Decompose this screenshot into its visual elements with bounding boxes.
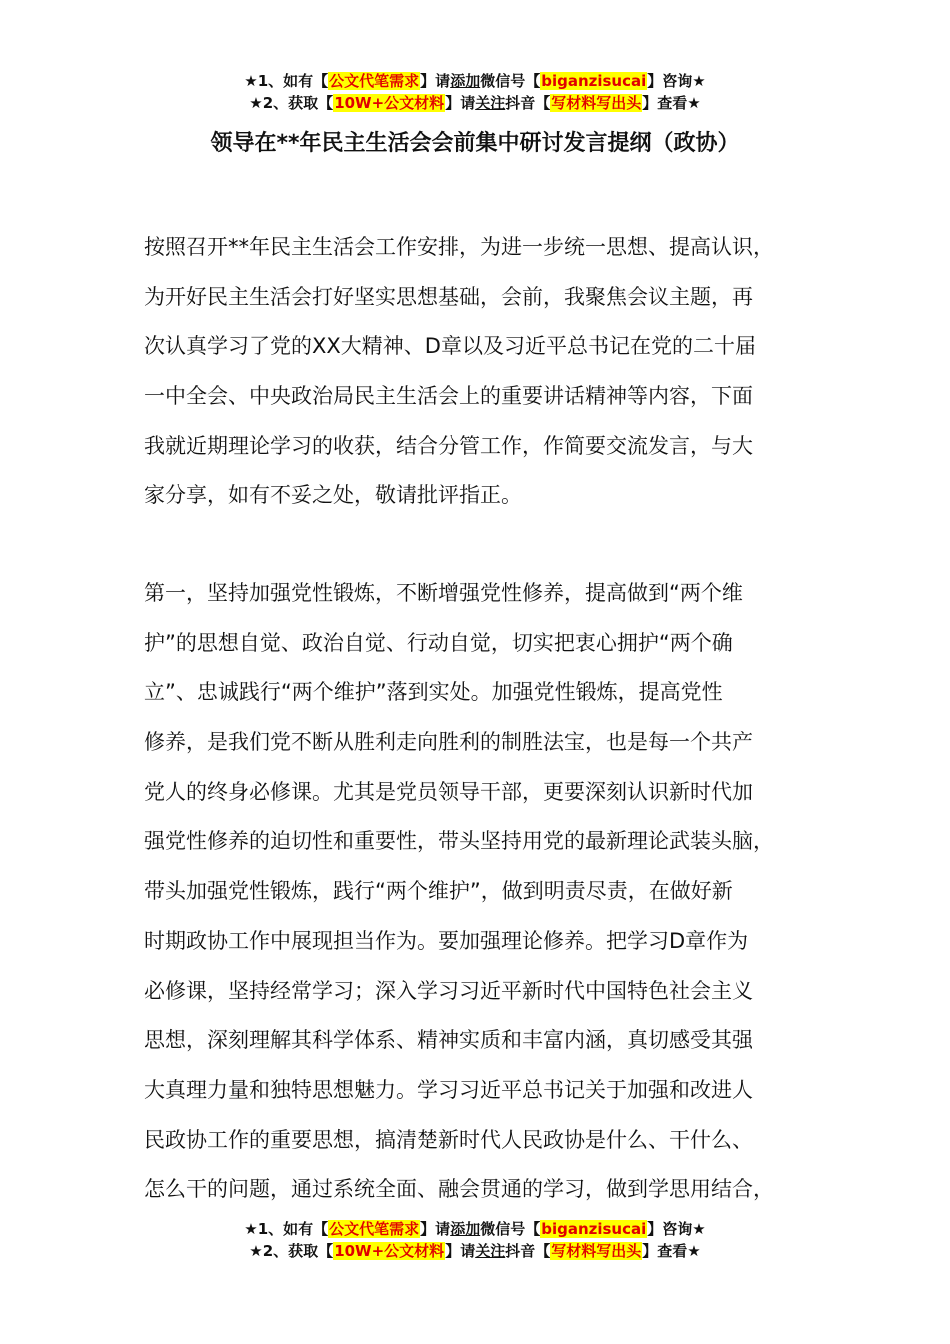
banner-text: 微信号【 [480, 1220, 541, 1238]
paragraph-line: 民政协工作的重要思想，搞清楚新时代人民政协是什么、干什么、 [144, 1127, 753, 1152]
paragraph-line: 第一，坚持加强党性锻炼，不断增强党性修养，提高做到“两个维 [144, 581, 743, 605]
paragraph-line: 护”的思想自觉、政治自觉、行动自觉，切实把衷心拥护“两个确 [144, 630, 733, 655]
paragraph-intro [144, 223, 814, 521]
banner-highlight: 10W+公文材料 [334, 1242, 445, 1260]
banner-underlined: 关注 [475, 94, 506, 112]
top-banner [0, 70, 950, 114]
banner-underlined: 关注 [475, 1242, 506, 1260]
paragraph-line: 一中全会、中央政治局民主生活会上的重要讲话精神等内容，下面 [144, 384, 753, 409]
banner-text: 】请 [420, 72, 451, 90]
banner-highlight: 公文代笔需求 [329, 72, 420, 90]
banner-text: 】查看★ [642, 1242, 701, 1260]
document-title: 领导在**年民主生活会会前集中研讨发言提纲（政协） [210, 131, 740, 156]
banner-highlight: 10W+公文材料 [334, 94, 445, 112]
banner-line-1 [0, 70, 950, 92]
paragraph-first-point [144, 569, 814, 1215]
banner-highlight: biganzisucai [541, 1220, 647, 1238]
paragraph-line: 立”、忠诚践行“两个维护”落到实处。加强党性锻炼，提高党性 [144, 680, 723, 705]
banner-highlight: biganzisucai [541, 72, 647, 90]
banner-highlight: 公文代笔需求 [329, 1220, 420, 1238]
paragraph-line: 带头加强党性锻炼，践行“两个维护”，做到明责尽责，在做好新 [144, 879, 733, 904]
banner-line-1 [0, 1218, 950, 1240]
banner-text: ★1、如有【 [244, 1220, 329, 1238]
paragraph-line: 修养，是我们党不断从胜利走向胜利的制胜法宝，也是每一个共产 [144, 730, 753, 755]
paragraph-line: 强党性修养的迫切性和重要性，带头坚持用党的最新理论武装头脑， [144, 829, 774, 854]
banner-text: 】请 [445, 94, 476, 112]
banner-text: 】咨询★ [647, 72, 706, 90]
banner-text: 抖音【 [505, 1242, 551, 1260]
paragraph-line: 时期政协工作中展现担当作为。要加强理论修养。把学习D章作为 [144, 928, 749, 953]
bottom-banner [0, 1218, 950, 1262]
banner-text: ★1、如有【 [244, 72, 329, 90]
banner-text: 抖音【 [505, 94, 551, 112]
banner-text: 】请 [420, 1220, 451, 1238]
paragraph-line: 我就近期理论学习的收获，结合分管工作，作简要交流发言，与大 [144, 433, 753, 458]
paragraph-line: 思想，深刻理解其科学体系、精神实质和丰富内涵，真切感受其强 [144, 1028, 753, 1053]
paragraph-line: 按照召开**年民主生活会工作安排，为进一步统一思想、提高认识， [144, 235, 774, 259]
banner-underlined: 添加 [450, 1220, 481, 1238]
paragraph-line: 怎么干的问题，通过系统全面、融会贯通的学习，做到学思用结合， [144, 1177, 774, 1202]
paragraph-line: 次认真学习了党的XX大精神、D章以及习近平总书记在党的二十届 [144, 334, 756, 359]
banner-line-2 [0, 92, 950, 114]
paragraph-line: 党人的终身必修课。尤其是党员领导干部，更要深刻认识新时代加 [144, 779, 753, 804]
banner-text: 】请 [445, 1242, 476, 1260]
banner-underlined: 添加 [450, 72, 481, 90]
banner-text: ★2、获取【 [249, 1242, 334, 1260]
banner-line-2 [0, 1240, 950, 1262]
banner-highlight: 写材料写出头 [551, 1242, 642, 1260]
banner-text: 】咨询★ [647, 1220, 706, 1238]
paragraph-line: 家分享，如有不妥之处，敬请批评指正。 [144, 483, 522, 508]
banner-text: 】查看★ [642, 94, 701, 112]
banner-text: ★2、获取【 [249, 94, 334, 112]
banner-highlight: 写材料写出头 [551, 94, 642, 112]
paragraph-line: 大真理力量和独特思想魅力。学习习近平总书记关于加强和改进人 [144, 1077, 753, 1102]
paragraph-line: 为开好民主生活会打好坚实思想基础，会前，我聚焦会议主题，再 [144, 284, 753, 309]
paragraph-line: 必修课，坚持经常学习；深入学习习近平新时代中国特色社会主义 [144, 978, 753, 1003]
banner-text: 微信号【 [480, 72, 541, 90]
